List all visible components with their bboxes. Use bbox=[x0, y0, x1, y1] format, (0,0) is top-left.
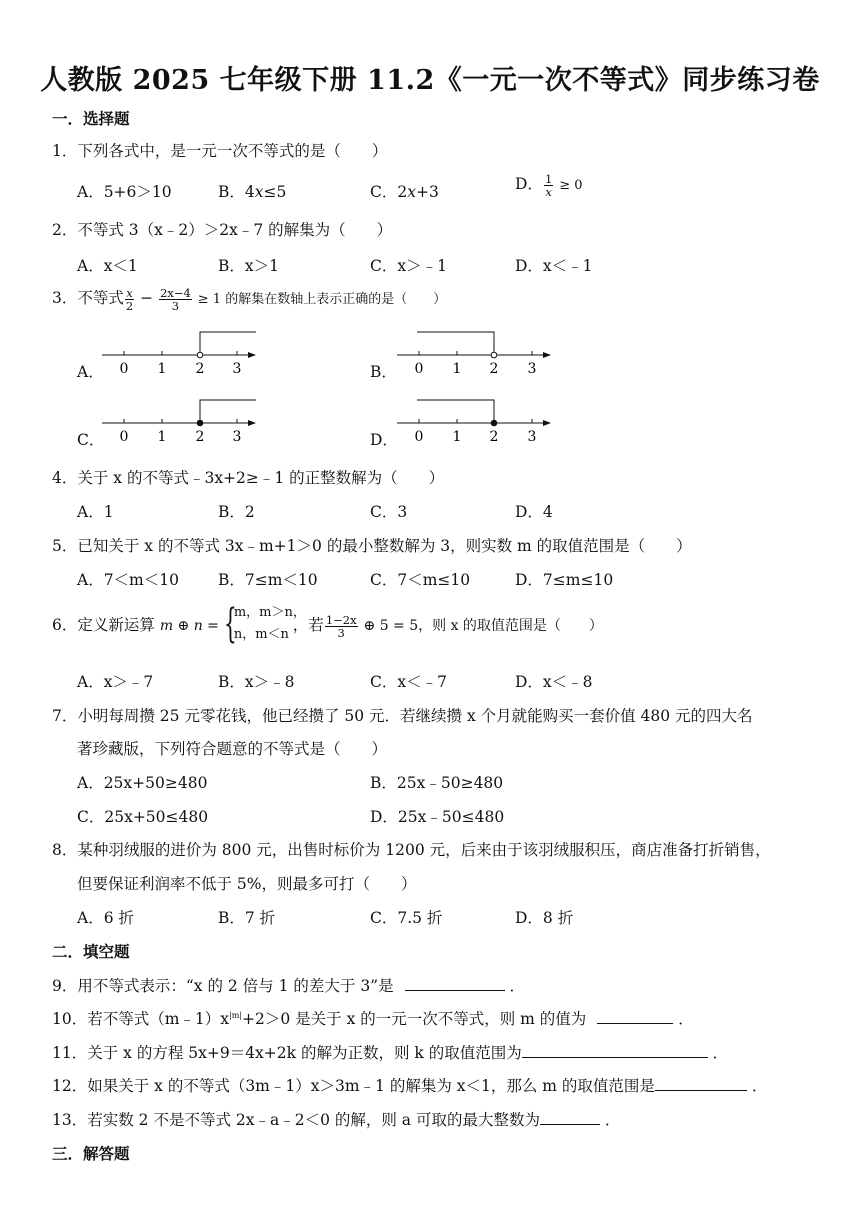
fraction: $\frac{1}{x}$ bbox=[544, 171, 553, 199]
question-2-stem: 2．不等式 3（x﹣2）＞2x﹣7 的解集为（ ） bbox=[52, 221, 393, 239]
answer-blank[interactable] bbox=[597, 1009, 673, 1024]
tick-label: 3 bbox=[527, 361, 537, 377]
number-line-d bbox=[395, 394, 555, 446]
question-9: 9．用不等式表示：“x 的 2 倍与 1 的差大于 3”是 ． bbox=[52, 977, 525, 995]
open-circle-marker bbox=[491, 352, 497, 358]
tick-label: 1 bbox=[157, 361, 167, 377]
question-6-option-b: B．x＞﹣8 bbox=[218, 673, 295, 691]
question-8-stem-line-2: 但要保证利润率不低于 5%，则最多可打（ ） bbox=[77, 875, 417, 893]
tick-label: 0 bbox=[119, 429, 129, 445]
question-4-stem: 4．关于 x 的不等式﹣3x+2≥﹣1 的正整数解为（ ） bbox=[52, 469, 445, 487]
section-heading-fill-blank: 二．填空题 bbox=[52, 942, 130, 961]
question-6-stem: 6．定义新运算 m ⊕ n = { m，m＞n， n，m＜n ，若 $\frac{1-2x}{3}$ ⊕ 5 = 5，则 x 的取值范围是（ ） bbox=[52, 603, 603, 647]
question-8-option-a: A．6 折 bbox=[77, 909, 134, 927]
question-3-option-a: A． bbox=[77, 363, 104, 381]
question-1-stem: 1．下列各式中，是一元一次不等式的是（ ） bbox=[52, 142, 388, 160]
fraction: $\frac{x}{2}$ bbox=[125, 285, 134, 313]
question-5-option-d: D．7≤m≤10 bbox=[515, 571, 614, 589]
question-6-option-a: A．x＞﹣7 bbox=[77, 673, 154, 691]
tick-label: 0 bbox=[414, 361, 424, 377]
question-7-option-b: B．25x﹣50≥480 bbox=[370, 774, 504, 792]
question-1-option-d: D． $\frac{1}{x}$ ≥ 0 bbox=[515, 171, 583, 199]
tick-label: 3 bbox=[232, 429, 242, 445]
tick-label: 1 bbox=[157, 429, 167, 445]
question-5-option-a: A．7＜m＜10 bbox=[77, 571, 179, 589]
tick-label: 0 bbox=[119, 361, 129, 377]
answer-blank[interactable] bbox=[405, 976, 505, 991]
question-3-option-b: B． bbox=[370, 363, 397, 381]
question-8-option-b: B．7 折 bbox=[218, 909, 276, 927]
tick-label: 3 bbox=[527, 429, 537, 445]
question-4-option-c: C．3 bbox=[370, 503, 408, 521]
section-heading-solutions: 三．解答题 bbox=[52, 1144, 130, 1163]
tick-label: 1 bbox=[452, 361, 462, 377]
tick-label: 2 bbox=[489, 429, 499, 445]
answer-blank[interactable] bbox=[655, 1076, 747, 1091]
section-heading-choice: 一．选择题 bbox=[52, 109, 130, 128]
tick-label: 2 bbox=[489, 361, 499, 377]
question-3-option-c: C． bbox=[77, 431, 105, 449]
tick-label: 0 bbox=[414, 429, 424, 445]
number-line-c bbox=[100, 394, 260, 446]
solid-dot-marker bbox=[491, 420, 497, 426]
tick-label: 3 bbox=[232, 361, 242, 377]
open-circle-marker bbox=[197, 352, 203, 358]
question-2-option-a: A．x＜1 bbox=[77, 257, 138, 275]
answer-blank[interactable] bbox=[522, 1043, 708, 1058]
question-13: 13．若实数 2 不是不等式 2x﹣a﹣2＜0 的解，则 a 可取的最大整数为 ． bbox=[52, 1111, 621, 1129]
question-1-option-a: A．5+6＞10 bbox=[77, 183, 172, 201]
tick-label: 1 bbox=[452, 429, 462, 445]
answer-blank[interactable] bbox=[540, 1110, 600, 1125]
question-12: 12．如果关于 x 的不等式（3m﹣1）x＞3m﹣1 的解集为 x＜1，那么 m 的取值范围是 ． bbox=[52, 1077, 768, 1095]
question-8-option-c: C．7.5 折 bbox=[370, 909, 443, 927]
question-10: 10．若不等式$(m﹣1)x^{|m|}+2>0$ 是关于 x 的一元一次不等式，则 m 的值为 ． bbox=[52, 1010, 694, 1028]
question-6-option-d: D．x＜﹣8 bbox=[515, 673, 593, 691]
question-7-stem-line-2: 著珍藏版，下列符合题意的不等式是（ ） bbox=[77, 740, 388, 758]
question-8-option-d: D．8 折 bbox=[515, 909, 574, 927]
question-4-option-d: D．4 bbox=[515, 503, 553, 521]
piecewise-row-2: n，m＜n bbox=[233, 627, 289, 642]
question-3-option-d: D． bbox=[370, 431, 398, 449]
question-6-option-c: C．x＜﹣7 bbox=[370, 673, 447, 691]
piecewise-definition bbox=[223, 601, 306, 647]
left-brace: { bbox=[223, 601, 237, 647]
question-5-stem: 5．已知关于 x 的不等式 3x﹣m+1＞0 的最小整数解为 3，则实数 m 的取值范围是（ ） bbox=[52, 537, 692, 555]
question-3-stem: 3．不等式 $\frac{x}{2}$ − $\frac{2x-4}{3}$ ≥ 1 的解集在数轴上表示正确的是（ ） bbox=[52, 285, 447, 313]
question-8-stem-line-1: 8．某种羽绒服的进价为 800 元，出售时标价为 1200 元，后来由于该羽绒服积压，商店准备打折销售， bbox=[52, 841, 771, 859]
question-11: 11．关于 x 的方程 5x+9＝4x+2k 的解为正数，则 k 的取值范围为 ． bbox=[52, 1044, 729, 1062]
piecewise-row-1: m，m＞n， bbox=[233, 605, 306, 620]
tick-label: 2 bbox=[195, 361, 205, 377]
question-5-option-c: C．7＜m≤10 bbox=[370, 571, 471, 589]
question-1-option-c: C．2x+3 bbox=[370, 183, 439, 201]
question-7-option-c: C．25x+50≤480 bbox=[77, 808, 209, 826]
question-7-stem-line-1: 7．小明每周攒 25 元零花钱，他已经攒了 50 元．若继续攒 x 个月就能购买一套价值 480 元的四大名 bbox=[52, 707, 753, 725]
question-2-option-b: B．x＞1 bbox=[218, 257, 279, 275]
question-2-option-d: D．x＜﹣1 bbox=[515, 257, 593, 275]
fraction: $\frac{1-2x}{3}$ bbox=[325, 612, 357, 640]
number-line-a bbox=[100, 326, 260, 378]
question-7-option-a: A．25x+50≥480 bbox=[77, 774, 208, 792]
question-4-option-b: B．2 bbox=[218, 503, 255, 521]
question-4-option-a: A．1 bbox=[77, 503, 114, 521]
tick-label: 2 bbox=[195, 429, 205, 445]
fraction: $\frac{2x-4}{3}$ bbox=[160, 285, 191, 313]
question-1-option-b: B．4x≤5 bbox=[218, 183, 287, 201]
question-7-option-d: D．25x﹣50≤480 bbox=[370, 808, 505, 826]
question-5-option-b: B．7≤m＜10 bbox=[218, 571, 318, 589]
page-title: 人教版 2025 七年级下册 11.2《一元一次不等式》同步练习卷 bbox=[40, 65, 820, 96]
number-line-b bbox=[395, 326, 555, 378]
question-2-option-c: C．x＞﹣1 bbox=[370, 257, 447, 275]
solid-dot-marker bbox=[197, 420, 203, 426]
